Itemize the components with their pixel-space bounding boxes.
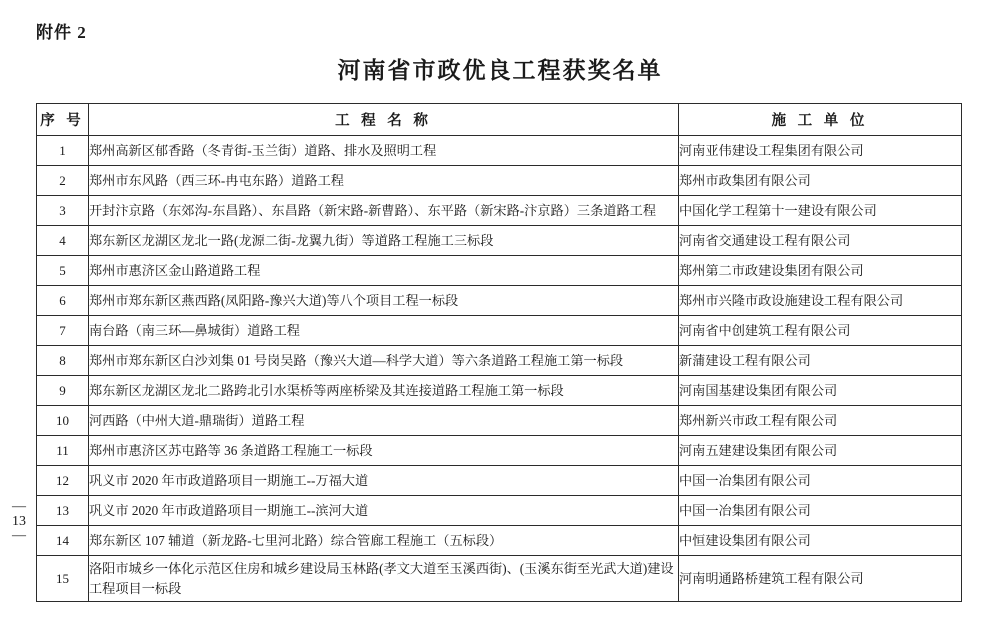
cell-project-name: 巩义市 2020 年市政道路项目一期施工--滨河大道	[89, 496, 679, 526]
cell-construction-unit: 郑州新兴市政工程有限公司	[679, 406, 962, 436]
cell-no: 8	[37, 346, 89, 376]
table-row	[37, 346, 962, 376]
cell-construction-unit: 中国一冶集团有限公司	[679, 466, 962, 496]
cell-no: 15	[37, 556, 89, 602]
cell-project-name: 郑东新区 107 辅道（新龙路-七里河北路）综合管廊工程施工（五标段）	[89, 526, 679, 556]
table-row	[37, 226, 962, 256]
table-row	[37, 166, 962, 196]
table-row	[37, 436, 962, 466]
cell-project-name: 郑东新区龙湖区龙北二路跨北引水渠桥等两座桥梁及其连接道路工程施工第一标段	[89, 376, 679, 406]
side-page-number-text: — 13 —	[12, 499, 26, 544]
table-row	[37, 556, 962, 602]
cell-no: 3	[37, 196, 89, 226]
cell-no: 14	[37, 526, 89, 556]
cell-project-name: 河西路（中州大道-鼎瑞街）道路工程	[89, 406, 679, 436]
cell-construction-unit: 郑州市兴隆市政设施建设工程有限公司	[679, 286, 962, 316]
cell-project-name: 郑东新区龙湖区龙北一路(龙源二街-龙翼九街）等道路工程施工三标段	[89, 226, 679, 256]
cell-no: 1	[37, 136, 89, 166]
cell-construction-unit: 河南明通路桥建筑工程有限公司	[679, 556, 962, 602]
cell-project-name: 巩义市 2020 年市政道路项目一期施工--万福大道	[89, 466, 679, 496]
table-header-row	[37, 104, 962, 136]
cell-construction-unit: 新蒲建设工程有限公司	[679, 346, 962, 376]
table-row	[37, 526, 962, 556]
cell-project-name: 郑州市郑东新区白沙刘集 01 号岗吴路（豫兴大道—科学大道）等六条道路工程施工第一标段	[89, 346, 679, 376]
cell-construction-unit: 河南亚伟建设工程集团有限公司	[679, 136, 962, 166]
cell-project-name: 洛阳市城乡一体化示范区住房和城乡建设局玉林路(孝文大道至玉溪西街)、(玉溪东街至光武大道)建设工程项目一标段	[89, 556, 679, 602]
table-row	[37, 136, 962, 166]
table-row	[37, 496, 962, 526]
cell-no: 10	[37, 406, 89, 436]
side-page-number	[6, 500, 32, 544]
attachment-label: 附件 2	[36, 23, 87, 42]
cell-no: 5	[37, 256, 89, 286]
cell-project-name: 郑州市郑东新区燕西路(凤阳路-豫兴大道)等八个项目工程一标段	[89, 286, 679, 316]
table-row	[37, 316, 962, 346]
table-row	[37, 286, 962, 316]
cell-project-name: 开封汴京路（东郊沟-东昌路）、东昌路（新宋路-新曹路）、东平路（新宋路-汴京路）三条道路工程	[89, 196, 679, 226]
cell-construction-unit: 河南五建建设集团有限公司	[679, 436, 962, 466]
header-no: 序 号	[37, 104, 89, 136]
cell-construction-unit: 河南省交通建设工程有限公司	[679, 226, 962, 256]
cell-no: 13	[37, 496, 89, 526]
award-table-container	[36, 103, 961, 602]
cell-no: 7	[37, 316, 89, 346]
cell-no: 11	[37, 436, 89, 466]
header-construction-unit: 施 工 单 位	[679, 104, 962, 136]
table-row	[37, 466, 962, 496]
cell-no: 4	[37, 226, 89, 256]
cell-project-name: 郑州市惠济区苏屯路等 36 条道路工程施工一标段	[89, 436, 679, 466]
cell-construction-unit: 河南省中创建筑工程有限公司	[679, 316, 962, 346]
cell-project-name: 南台路（南三环—鼻城街）道路工程	[89, 316, 679, 346]
cell-project-name: 郑州市惠济区金山路道路工程	[89, 256, 679, 286]
award-table	[36, 103, 962, 602]
cell-construction-unit: 中国化学工程第十一建设有限公司	[679, 196, 962, 226]
table-row	[37, 406, 962, 436]
header-project-name: 工 程 名 称	[89, 104, 679, 136]
cell-no: 9	[37, 376, 89, 406]
cell-project-name: 郑州高新区郁香路（冬青街-玉兰街）道路、排水及照明工程	[89, 136, 679, 166]
cell-construction-unit: 河南国基建设集团有限公司	[679, 376, 962, 406]
cell-no: 6	[37, 286, 89, 316]
page-title: 河南省市政优良工程获奖名单	[337, 58, 663, 83]
table-row	[37, 196, 962, 226]
cell-project-name: 郑州市东风路（西三环-冉屯东路）道路工程	[89, 166, 679, 196]
cell-no: 12	[37, 466, 89, 496]
table-row	[37, 256, 962, 286]
cell-no: 2	[37, 166, 89, 196]
cell-construction-unit: 郑州市政集团有限公司	[679, 166, 962, 196]
cell-construction-unit: 郑州第二市政建设集团有限公司	[679, 256, 962, 286]
cell-construction-unit: 中国一冶集团有限公司	[679, 496, 962, 526]
table-row	[37, 376, 962, 406]
cell-construction-unit: 中恒建设集团有限公司	[679, 526, 962, 556]
